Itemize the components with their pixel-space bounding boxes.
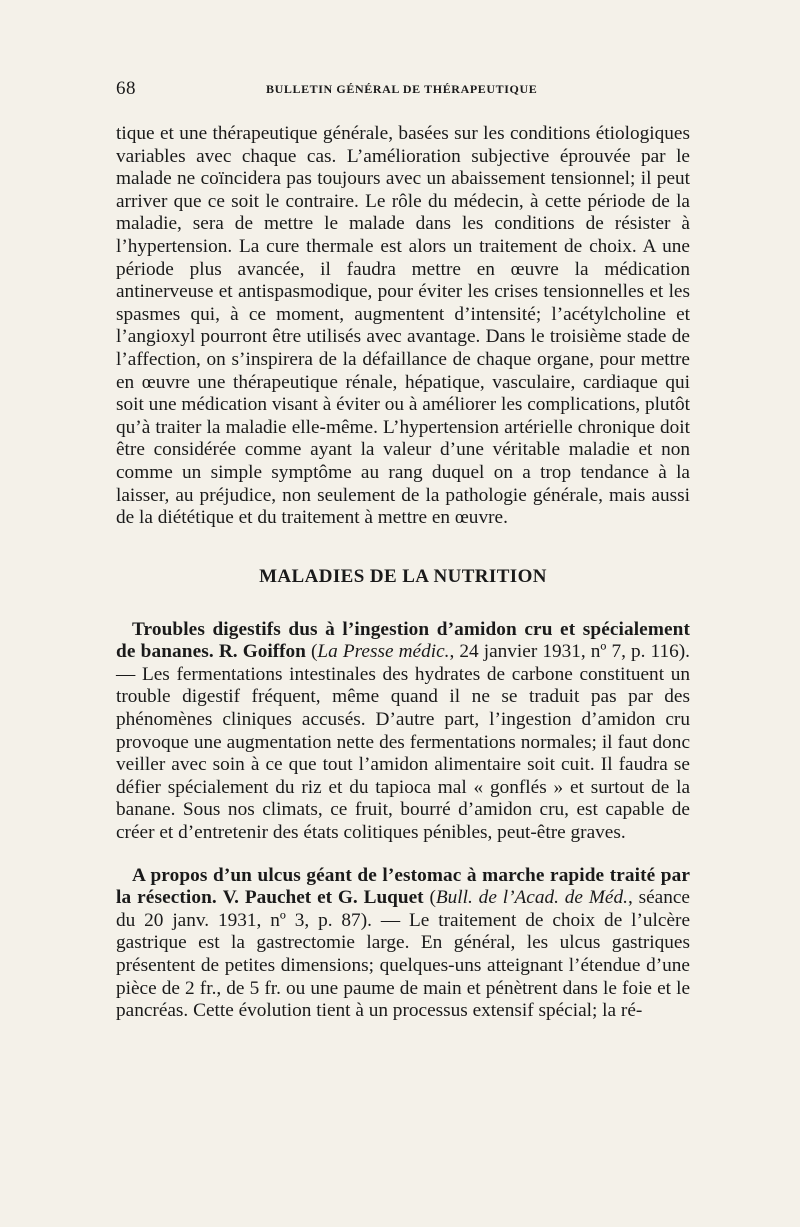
section-title: MALADIES DE LA NUTRITION: [259, 565, 547, 587]
article-ref-open: (: [305, 641, 318, 663]
article-journal: La Presse médic.: [317, 641, 450, 663]
article-body: — Le traitement de choix de l’ulcère gastrique est la gastrectomie large. En général, les ulcus gastriques présentent de petites dimensions; quelques-uns atteignant l’étendue d’une pièce de 2 fr., de 5 fr. ou une paume de main et pénètrent dans le foie et le pancréas. Cette évolution tient à un processus extensif spécial; la ré-: [116, 909, 691, 1022]
article-pauchet-luquet: [116, 865, 690, 1023]
article-authors: R. Goiffon: [218, 641, 306, 663]
page-number: 68: [116, 78, 136, 99]
article-body: — Les fermentations intestinales des hydrates de carbone constituent un trouble digestif fréquent, même quand il ne se traduit pas par des phénomènes cliniques accusés. D’autre part, l’ingestion d’amidon cru provoque une augmentation nette des fermentations normales; il faut donc veiller avec soin à ce que tout l’amidon alimentaire soit cuit. Il faudra se défier spécialement du riz et du tapioca mal « gonflés » et surtout de la banane. Sous nos climats, ce fruit, bourré d’amidon cru, est capable de créer et d’entretenir des états colitiques pénibles, peut-être graves.: [116, 663, 690, 844]
journal-title: BULLETIN GÉNÉRAL DE THÉRAPEUTIQUE: [266, 82, 538, 96]
running-header: [116, 72, 690, 102]
article-headline: Troubles digestifs dus à l’ingestion d’amidon cru et spécialement de bananes.: [116, 618, 690, 663]
book-page: [116, 72, 690, 1023]
article-headline: A propos d’un ulcus géant de l’estomac à marche rapide traité par la résection.: [116, 864, 690, 909]
article-authors: V. Pauchet et G. Luquet: [222, 887, 424, 909]
article-journal: Bull. de l’Acad. de Méd.: [435, 887, 628, 909]
article-ref-details: , séance du 20 janv. 1931, nº 3, p. 87).: [116, 887, 690, 931]
article-goiffon: [116, 619, 690, 845]
intro-paragraph: tique et une thérapeutique générale, basées sur les conditions étiologiques variables avec chaque cas. L’amélioration subjective éprouvée par le malade ne coïncidera pas toujours avec un abaissement tensionnel; il peut arriver que ce soit le contraire. Le rôle du médecin, à cette période de la maladie, sera de mettre le malade dans les conditions de résister à l’hypertension. La cure thermale est alors un traitement de choix. A une période plus avancée, il faudra mettre en œuvre la médication antinerveuse et antispasmodique, pour éviter les crises tensionnelles et les spasmes qui, à ce moment, augmentent d’intensité; l’acétylcholine et l’angioxyl pourront être utilisés avec avantage. Dans le troisième stade de l’affection, on s’inspirera de la défaillance de chaque organe, pour mettre en œuvre une thérapeutique rénale, hépatique, vasculaire, cardiaque qui soit une médication visant à éviter ou à améliorer les complications, plutôt qu’à traiter la maladie elle-même. L’hypertension artérielle chronique doit être considérée comme ayant la valeur d’une véritable maladie et non comme un simple symptôme au rang duquel on a trop tendance à la laisser, au préjudice, non seulement de la pathologie générale, mais aussi de la diététique et du traitement à mettre en œuvre.: [116, 123, 690, 529]
article-ref-open: (: [423, 887, 436, 909]
article-ref-details: , 24 janvier 1931, nº 7, p. 116).: [449, 641, 690, 663]
